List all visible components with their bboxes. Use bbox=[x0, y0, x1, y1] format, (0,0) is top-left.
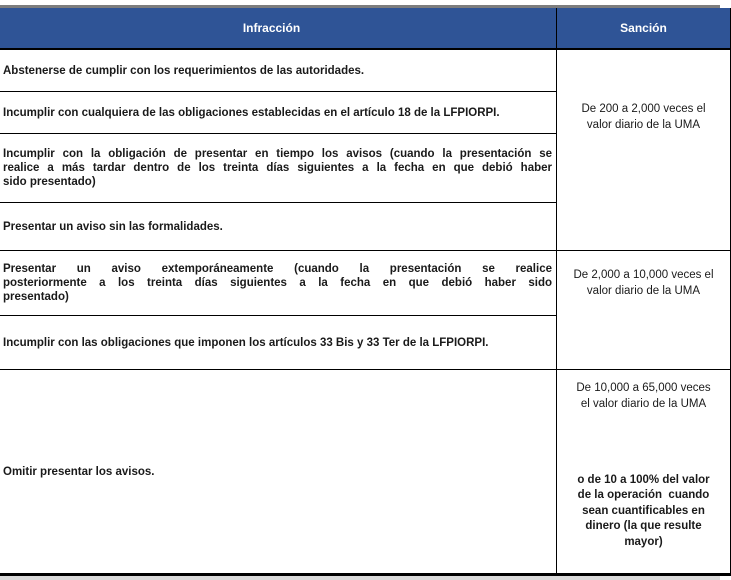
infraction-cell-6 bbox=[0, 316, 557, 370]
infraction-text-5-line: posteriormente a los treinta días siguientes a la fecha en que debió haber sido bbox=[3, 277, 552, 289]
infraction-cell-3 bbox=[0, 134, 557, 203]
infraction-text-3-line: sido presentado) bbox=[3, 176, 96, 188]
infraction-cell-7 bbox=[0, 370, 557, 575]
sanction-3-bold-line: dinero (la que resulte bbox=[585, 520, 702, 532]
infraction-text-3-line: realice a más tardar dentro de los treinta días siguientes a la fecha en que debió haber bbox=[3, 162, 552, 174]
sanction-1-line: valor diario de la UMA bbox=[586, 118, 701, 131]
table-row-1 bbox=[0, 49, 731, 92]
sanction-3-bold-line: de la operación cuando bbox=[577, 489, 710, 501]
infraction-text-7: Omitir presentar los avisos. bbox=[3, 465, 155, 478]
infraction-text-2: Incumplir con cualquiera de las obligaciones establecidas en el artículo 18 de la LFPIORPI. bbox=[3, 106, 500, 119]
sanction-cell-3 bbox=[557, 370, 731, 575]
infraction-cell-2 bbox=[0, 92, 557, 134]
sanction-3-line: el valor diario de la UMA bbox=[580, 397, 707, 410]
table-row-5 bbox=[0, 251, 731, 316]
sanction-3-bold-line: mayor) bbox=[624, 535, 663, 548]
sanction-3-uma-range bbox=[569, 381, 718, 412]
sanction-3-bold-line: sean cuantificables en bbox=[582, 504, 705, 517]
header-cell-sancion bbox=[557, 8, 731, 49]
infraction-cell-1 bbox=[0, 49, 557, 92]
sanction-3-content bbox=[569, 370, 718, 563]
table-header-row bbox=[0, 8, 731, 49]
page-bottom-strip bbox=[0, 576, 720, 580]
header-label-sancion: Sanción bbox=[620, 21, 667, 35]
sanction-cell-2 bbox=[557, 251, 731, 370]
header-label-infraccion: Infracción bbox=[242, 21, 301, 35]
sanction-3-bold-line: o de 10 a 100% del valor bbox=[577, 473, 710, 486]
table-row-7 bbox=[0, 370, 731, 575]
infraction-text-3-line: Incumplir con la obligación de presentar en tiempo los avisos (cuando la presentación se bbox=[3, 148, 552, 160]
infraction-text-1: Abstenerse de cumplir con los requerimientos de las autoridades. bbox=[3, 64, 365, 77]
sanction-3-percentage-clause bbox=[569, 473, 718, 551]
sanction-1-line: De 200 a 2,000 veces el bbox=[581, 103, 706, 115]
infraction-text-5-line: presentado) bbox=[3, 291, 69, 303]
sanction-2-line: valor diario de la UMA bbox=[586, 284, 701, 297]
infraction-cell-5 bbox=[0, 251, 557, 316]
infraction-text-6: Incumplir con las obligaciones que imponen los artículos 33 Bis y 33 Ter de la LFPIORPI. bbox=[3, 336, 489, 349]
sanction-2-line: De 2,000 a 10,000 veces el bbox=[573, 269, 714, 281]
infraction-text-4: Presentar un aviso sin las formalidades. bbox=[3, 220, 223, 233]
infraction-cell-4 bbox=[0, 203, 557, 251]
header-cell-infraccion bbox=[0, 8, 557, 49]
sanction-cell-1 bbox=[557, 49, 731, 251]
sanction-3-line: De 10,000 a 65,000 veces bbox=[576, 382, 711, 394]
infractions-sanctions-table bbox=[0, 8, 731, 576]
infraction-text-5-line: Presentar un aviso extemporáneamente (cuando la presentación se realice bbox=[3, 263, 552, 275]
